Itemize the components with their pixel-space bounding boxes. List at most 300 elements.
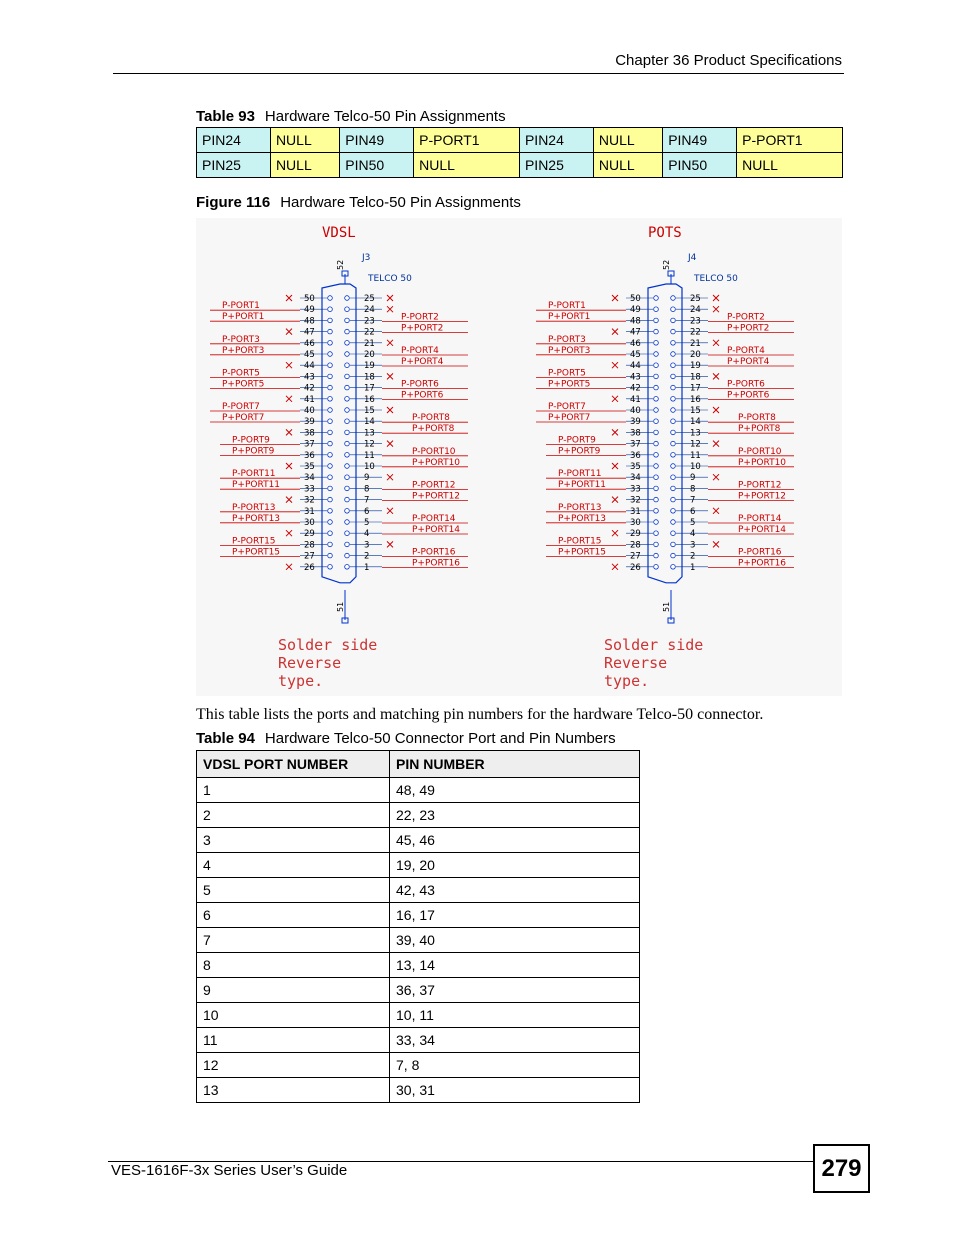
pin-contact xyxy=(671,296,676,301)
pin-contact xyxy=(345,486,350,491)
port-label-plus: P+PORT9 xyxy=(232,446,275,457)
pin-number-cell: 42, 43 xyxy=(390,878,640,903)
pin-contact xyxy=(328,341,333,346)
pin-contact xyxy=(328,441,333,446)
chapter-header: Chapter 36 Product Specifications xyxy=(615,52,842,69)
pin-contact xyxy=(328,363,333,368)
pin-contact xyxy=(328,565,333,570)
pin-number: 45 xyxy=(630,350,641,360)
port-label-minus: P-PORT9 xyxy=(558,435,596,446)
pin-contact xyxy=(654,341,659,346)
pin-number: 16 xyxy=(690,394,701,405)
pin-contact xyxy=(654,486,659,491)
pin-number: 23 xyxy=(364,316,375,327)
table94-caption-title: Hardware Telco-50 Connector Port and Pin Numbers xyxy=(264,730,616,747)
pin-number: 7 xyxy=(364,495,370,506)
port-label-plus: P+PORT15 xyxy=(558,547,607,558)
vdsl-port-number-cell: 8 xyxy=(197,953,390,978)
pin-number: 20 xyxy=(690,350,701,360)
vdsl-port-number-cell: 13 xyxy=(197,1078,390,1103)
solder-note-line: Solder side xyxy=(604,636,704,654)
pin-number: 13 xyxy=(690,428,701,439)
pin-contact xyxy=(671,475,676,480)
port-label-minus: P-PORT15 xyxy=(558,536,602,547)
pin-number: 22 xyxy=(364,327,375,338)
pin-contact xyxy=(671,363,676,368)
table-row xyxy=(197,903,640,928)
port-label-minus: P-PORT16 xyxy=(412,547,456,558)
pin-number: 32 xyxy=(630,495,641,506)
pin-number: 14 xyxy=(364,417,375,428)
pin-contact xyxy=(328,553,333,558)
connector-type: TELCO 50 xyxy=(694,274,738,284)
pin-number: 31 xyxy=(304,506,315,517)
pin-number: 40 xyxy=(304,406,315,416)
pin-contact xyxy=(345,307,350,312)
port-label-plus: P+PORT12 xyxy=(738,491,787,502)
pin-contact xyxy=(671,385,676,390)
port-label-minus: P-PORT14 xyxy=(412,514,456,524)
pin-number: 28 xyxy=(630,540,641,551)
pin-number-cell: 48, 49 xyxy=(390,778,640,803)
port-label-minus: P-PORT7 xyxy=(548,402,586,412)
pin-contact xyxy=(654,542,659,547)
port-label-plus: P+PORT6 xyxy=(727,390,770,401)
pin-number: 5 xyxy=(690,518,696,528)
connector-ref: J3 xyxy=(362,253,371,263)
pin-number: 28 xyxy=(304,540,315,551)
port-label-minus: P-PORT8 xyxy=(412,413,450,424)
port-label-minus: P-PORT4 xyxy=(401,346,439,356)
pin-contact xyxy=(345,363,350,368)
pin-number: 45 xyxy=(304,350,315,360)
pin-number: 30 xyxy=(304,518,315,528)
pin-contact xyxy=(671,318,676,323)
pin-contact xyxy=(328,531,333,536)
pin-contact xyxy=(671,419,676,424)
solder-note-line: Reverse xyxy=(278,654,342,672)
solder-note-line: type. xyxy=(278,672,324,690)
pin-number: 47 xyxy=(304,327,315,338)
pin-51-label: 51 xyxy=(336,601,345,612)
pin-contact xyxy=(328,318,333,323)
pin-contact xyxy=(328,486,333,491)
pin-number: 24 xyxy=(690,305,701,316)
pin-number: 40 xyxy=(630,406,641,416)
table93-cell: NULL xyxy=(593,153,662,178)
port-label-plus: P+PORT16 xyxy=(412,558,461,569)
table-row xyxy=(197,778,640,803)
pin-contact xyxy=(654,385,659,390)
table93-cell: PIN49 xyxy=(663,128,737,153)
pin-number: 29 xyxy=(304,529,315,540)
port-label-minus: P-PORT12 xyxy=(738,480,782,491)
vdsl-port-number-cell: 10 xyxy=(197,1003,390,1028)
pin-contact xyxy=(345,475,350,480)
pin-number-cell: 30, 31 xyxy=(390,1078,640,1103)
port-label-plus: P+PORT13 xyxy=(232,513,281,524)
table-row xyxy=(197,978,640,1003)
port-label-plus: P+PORT7 xyxy=(222,413,265,423)
table94-header-row xyxy=(197,751,640,778)
pin-contact xyxy=(671,531,676,536)
pin-number: 20 xyxy=(364,350,375,360)
pin-contact xyxy=(328,453,333,458)
port-label-minus: P-PORT10 xyxy=(738,446,782,457)
pin-number: 25 xyxy=(690,294,701,304)
vdsl-port-number-cell: 7 xyxy=(197,928,390,953)
port-label-minus: P-PORT11 xyxy=(232,469,276,480)
pin-contact xyxy=(671,486,676,491)
port-label-plus: P+PORT1 xyxy=(548,312,591,323)
pin-contact xyxy=(654,352,659,357)
port-label-minus: P-PORT2 xyxy=(727,312,765,323)
pin-number: 31 xyxy=(630,506,641,517)
header-rule xyxy=(113,73,844,74)
pin-contact xyxy=(671,497,676,502)
pin-contact xyxy=(345,419,350,424)
pin-number: 11 xyxy=(364,450,375,461)
pin-number: 18 xyxy=(364,372,375,383)
vdsl-port-number-cell: 9 xyxy=(197,978,390,1003)
pin-number: 2 xyxy=(690,551,696,562)
pin-contact xyxy=(671,430,676,435)
pin-contact xyxy=(671,441,676,446)
pin-contact xyxy=(671,374,676,379)
pin-contact xyxy=(345,565,350,570)
table93-cell: PIN25 xyxy=(197,153,271,178)
pin-contact xyxy=(328,430,333,435)
vdsl-port-number-cell: 5 xyxy=(197,878,390,903)
port-label-minus: P-PORT16 xyxy=(738,547,782,558)
pin-contact xyxy=(345,318,350,323)
table-row xyxy=(197,1028,640,1053)
port-label-minus: P-PORT3 xyxy=(548,334,586,345)
pin-number: 2 xyxy=(364,551,370,562)
port-label-plus: P+PORT15 xyxy=(232,547,281,558)
pin-number: 17 xyxy=(690,383,701,394)
vdsl-port-number-cell: 11 xyxy=(197,1028,390,1053)
table-row xyxy=(197,928,640,953)
pin-number: 4 xyxy=(364,529,370,540)
pin-number-cell: 19, 20 xyxy=(390,853,640,878)
port-label-minus: P-PORT7 xyxy=(222,402,260,412)
port-label-plus: P+PORT3 xyxy=(222,345,265,356)
pin-number-cell: 16, 17 xyxy=(390,903,640,928)
pin-contact xyxy=(328,509,333,514)
port-label-minus: P-PORT1 xyxy=(222,301,260,312)
port-label-plus: P+PORT2 xyxy=(401,323,444,334)
pin-number: 34 xyxy=(630,473,641,484)
pin-contact xyxy=(328,307,333,312)
port-label-plus: P+PORT8 xyxy=(738,424,781,435)
pin-contact xyxy=(654,419,659,424)
pin-contact xyxy=(671,341,676,346)
pin-number: 50 xyxy=(304,294,315,304)
figure116-caption-label: Figure 116 xyxy=(196,194,271,211)
port-label-minus: P-PORT1 xyxy=(548,301,586,312)
pin-number: 46 xyxy=(304,338,315,349)
pin-contact xyxy=(345,352,350,357)
table93-row xyxy=(197,153,843,178)
port-label-plus: P+PORT5 xyxy=(222,379,265,390)
pin-contact xyxy=(345,497,350,502)
pin-contact xyxy=(671,397,676,402)
table-row xyxy=(197,853,640,878)
pin-contact xyxy=(328,374,333,379)
pin-contact xyxy=(345,520,350,525)
pin-number-cell: 33, 34 xyxy=(390,1028,640,1053)
port-label-plus: P+PORT10 xyxy=(738,457,787,468)
pin-number: 35 xyxy=(304,462,315,472)
body-paragraph: This table lists the ports and matching pin numbers for the hardware Telco-50 connector. xyxy=(196,706,764,723)
pin-contact xyxy=(654,397,659,402)
port-label-minus: P-PORT15 xyxy=(232,536,276,547)
figure116-caption-title: Hardware Telco-50 Pin Assignments xyxy=(280,194,521,211)
pin-number: 49 xyxy=(304,305,315,316)
pin-number: 33 xyxy=(630,484,641,495)
telco50-pin-diagram xyxy=(196,218,842,696)
port-label-minus: P-PORT10 xyxy=(412,446,456,457)
vdsl-port-number-cell: 1 xyxy=(197,778,390,803)
table-row xyxy=(197,1078,640,1103)
pin-contact xyxy=(654,520,659,525)
connector-type: TELCO 50 xyxy=(368,274,412,284)
pin-number: 13 xyxy=(364,428,375,439)
vdsl-port-number-cell: 3 xyxy=(197,828,390,853)
pin-number: 33 xyxy=(304,484,315,495)
pin-contact xyxy=(654,553,659,558)
port-label-plus: P+PORT4 xyxy=(401,357,444,367)
port-label-minus: P-PORT5 xyxy=(222,368,260,379)
pin-contact xyxy=(654,307,659,312)
pin-number: 43 xyxy=(630,372,641,383)
pin-contact xyxy=(345,542,350,547)
pin-contact xyxy=(671,307,676,312)
table-row xyxy=(197,1003,640,1028)
table93-cell: NULL xyxy=(737,153,843,178)
pin-number: 47 xyxy=(630,327,641,338)
port-label-plus: P+PORT9 xyxy=(558,446,601,457)
vdsl-port-number-cell: 2 xyxy=(197,803,390,828)
port-label-minus: P-PORT11 xyxy=(558,469,602,480)
pin-number: 41 xyxy=(630,394,641,405)
port-label-plus: P+PORT14 xyxy=(738,525,787,535)
pin-number: 32 xyxy=(304,495,315,506)
pin-contact xyxy=(671,453,676,458)
port-label-minus: P-PORT13 xyxy=(558,502,602,513)
port-label-plus: P+PORT8 xyxy=(412,424,455,435)
table93-cell: PIN50 xyxy=(340,153,414,178)
pin-number: 3 xyxy=(690,540,696,551)
table93-cell: NULL xyxy=(414,153,520,178)
table93-caption xyxy=(196,108,506,125)
pin-number: 29 xyxy=(630,529,641,540)
vdsl-port-number-cell: 6 xyxy=(197,903,390,928)
pin-contact xyxy=(654,531,659,536)
pin-number-cell: 13, 14 xyxy=(390,953,640,978)
pin-contact xyxy=(654,374,659,379)
port-label-plus: P+PORT12 xyxy=(412,491,461,502)
pin-number: 44 xyxy=(304,361,315,372)
table93-cell: P-PORT1 xyxy=(737,128,843,153)
pin-number: 11 xyxy=(690,450,701,461)
pin-number: 37 xyxy=(630,439,641,450)
pin-number: 43 xyxy=(304,372,315,383)
pin-number: 5 xyxy=(364,518,370,528)
pin-number: 37 xyxy=(304,439,315,450)
port-label-plus: P+PORT7 xyxy=(548,413,591,423)
pin-number-cell: 22, 23 xyxy=(390,803,640,828)
pin-number: 38 xyxy=(630,428,641,439)
pin-contact xyxy=(345,296,350,301)
page-number: 279 xyxy=(813,1144,870,1193)
port-label-minus: P-PORT5 xyxy=(548,368,586,379)
pin-number: 16 xyxy=(364,394,375,405)
table93-body xyxy=(197,128,843,178)
table94-header-port: VDSL PORT NUMBER xyxy=(197,751,390,778)
pin-contact xyxy=(345,430,350,435)
pin-contact xyxy=(671,329,676,334)
pin-number-cell: 39, 40 xyxy=(390,928,640,953)
pin-number: 6 xyxy=(364,506,370,517)
port-label-plus: P+PORT10 xyxy=(412,457,461,468)
pin-contact xyxy=(328,475,333,480)
table93-cell: NULL xyxy=(270,153,339,178)
pin-number: 26 xyxy=(304,562,315,573)
connector-title: VDSL xyxy=(322,225,356,241)
pin-number: 39 xyxy=(304,417,315,428)
port-label-minus: P-PORT4 xyxy=(727,346,765,356)
pin-number: 36 xyxy=(304,450,315,461)
pin-contact xyxy=(328,352,333,357)
connector-ref: J4 xyxy=(688,253,697,263)
pin-contact xyxy=(671,408,676,413)
pin-number: 9 xyxy=(690,473,696,484)
pin-contact xyxy=(671,520,676,525)
pin-contact xyxy=(654,441,659,446)
pin-contact xyxy=(654,509,659,514)
pin-contact xyxy=(671,464,676,469)
pin-contact xyxy=(654,363,659,368)
port-label-plus: P+PORT14 xyxy=(412,525,461,535)
port-label-plus: P+PORT6 xyxy=(401,390,444,401)
pin-number: 8 xyxy=(690,484,696,495)
connector-title: POTS xyxy=(648,225,682,241)
pin-contact xyxy=(654,329,659,334)
port-label-plus: P+PORT11 xyxy=(558,480,607,491)
pin-contact xyxy=(328,397,333,402)
pin-contact xyxy=(654,453,659,458)
pin-contact xyxy=(345,408,350,413)
pin-number: 3 xyxy=(364,540,370,551)
port-label-minus: P-PORT8 xyxy=(738,413,776,424)
solder-note-line: Reverse xyxy=(604,654,668,672)
pin-contact xyxy=(328,385,333,390)
pin-number: 48 xyxy=(630,316,641,327)
pin-contact xyxy=(345,553,350,558)
solder-note-line: Solder side xyxy=(278,636,378,654)
pin-number: 9 xyxy=(364,473,370,484)
pin-contact xyxy=(671,352,676,357)
table-row xyxy=(197,953,640,978)
table-row xyxy=(197,803,640,828)
pin-number: 15 xyxy=(364,406,375,416)
pin-contact xyxy=(671,509,676,514)
pin-number: 1 xyxy=(364,562,370,573)
pin-number-cell: 7, 8 xyxy=(390,1053,640,1078)
pin-contact xyxy=(654,565,659,570)
port-label-plus: P+PORT16 xyxy=(738,558,787,569)
port-label-minus: P-PORT6 xyxy=(727,379,765,390)
port-label-plus: P+PORT5 xyxy=(548,379,591,390)
port-label-minus: P-PORT6 xyxy=(401,379,439,390)
pin-contact xyxy=(345,453,350,458)
table-row xyxy=(197,878,640,903)
pin-contact xyxy=(328,408,333,413)
table93-cell: P-PORT1 xyxy=(414,128,520,153)
table94-body xyxy=(197,778,640,1103)
pin-contact xyxy=(654,408,659,413)
pin-number: 27 xyxy=(630,551,641,562)
pin-number: 42 xyxy=(630,383,641,394)
pin-contact xyxy=(654,475,659,480)
pin-number: 27 xyxy=(304,551,315,562)
table93-cell: NULL xyxy=(593,128,662,153)
pin-52-label: 52 xyxy=(336,259,345,270)
pin-contact xyxy=(671,565,676,570)
table-row xyxy=(197,828,640,853)
port-label-minus: P-PORT14 xyxy=(738,514,782,524)
pin-number-cell: 10, 11 xyxy=(390,1003,640,1028)
pin-number: 15 xyxy=(690,406,701,416)
pin-contact xyxy=(345,385,350,390)
table93-cell: PIN25 xyxy=(519,153,593,178)
figure116-caption xyxy=(196,194,521,211)
pin-number: 49 xyxy=(630,305,641,316)
pin-contact xyxy=(345,397,350,402)
port-label-plus: P+PORT13 xyxy=(558,513,607,524)
table93-cell: PIN49 xyxy=(340,128,414,153)
pin-number: 38 xyxy=(304,428,315,439)
pin-number: 36 xyxy=(630,450,641,461)
pin-contact xyxy=(328,296,333,301)
pin-contact xyxy=(345,531,350,536)
pin-52-label: 52 xyxy=(662,259,671,270)
pin-number: 12 xyxy=(690,439,701,450)
pin-contact xyxy=(328,520,333,525)
pin-contact xyxy=(671,553,676,558)
pin-number: 21 xyxy=(364,338,375,349)
solder-note-line: type. xyxy=(604,672,650,690)
pin-number: 6 xyxy=(690,506,696,517)
pin-number: 23 xyxy=(690,316,701,327)
pin-number-cell: 36, 37 xyxy=(390,978,640,1003)
pin-number: 1 xyxy=(690,562,696,573)
pin-number: 19 xyxy=(690,361,701,372)
footer-guide-title: VES-1616F-3x Series User’s Guide xyxy=(111,1162,348,1179)
port-label-minus: P-PORT12 xyxy=(412,480,456,491)
table93 xyxy=(196,127,843,178)
pin-51-label: 51 xyxy=(662,601,671,612)
vdsl-port-number-cell: 12 xyxy=(197,1053,390,1078)
table93-caption-title: Hardware Telco-50 Pin Assignments xyxy=(264,108,506,125)
table94-header-pin: PIN NUMBER xyxy=(390,751,640,778)
port-label-minus: P-PORT3 xyxy=(222,334,260,345)
pin-contact xyxy=(328,464,333,469)
table94-caption-label: Table 94 xyxy=(196,730,255,747)
port-label-minus: P-PORT2 xyxy=(401,312,439,323)
